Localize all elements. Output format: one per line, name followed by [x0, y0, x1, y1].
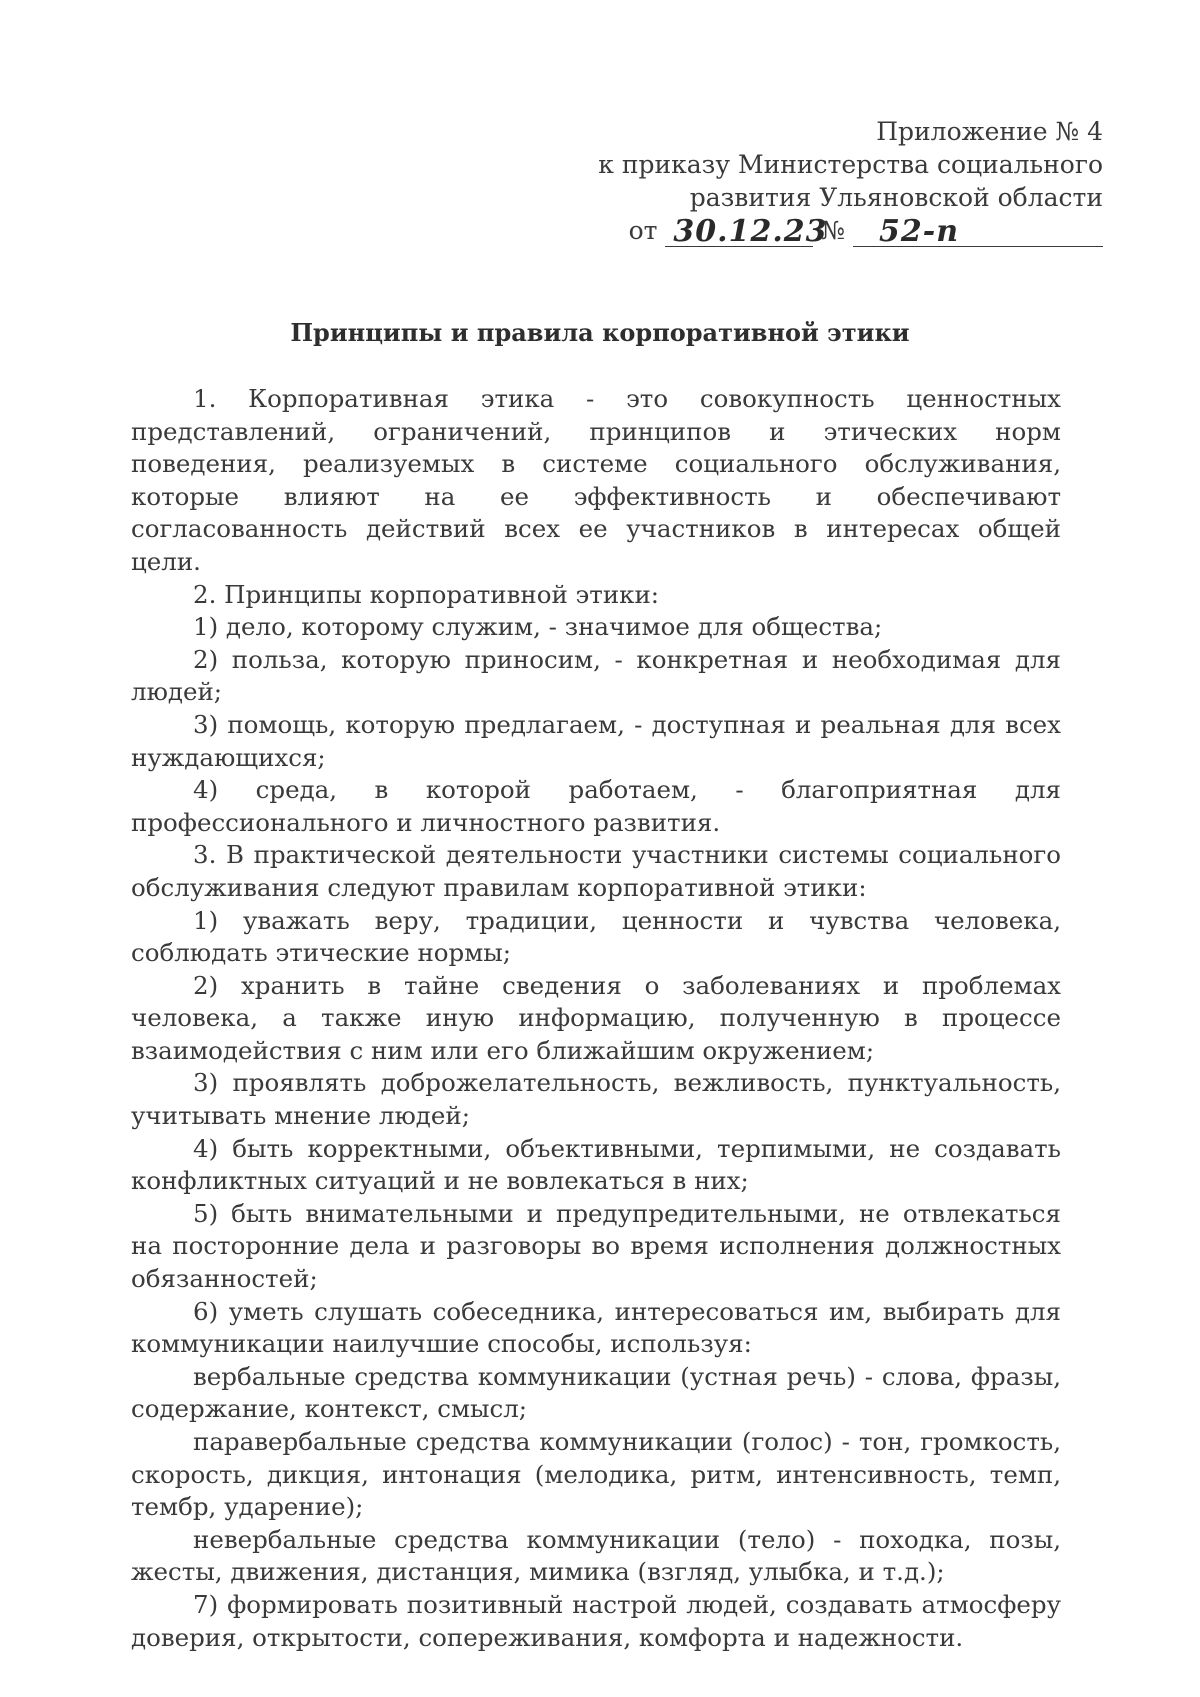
- paraverbal-means: паравербальные средства коммуникации (голос) - тон, громкость, скорость, дикция, интонация (мелодика, ритм, интенсивность, темп, тембр, ударение);: [131, 1427, 1061, 1522]
- principle-4: 4) среда, в которой работаем, - благоприятная для профессионального и личностного развития.: [131, 775, 1061, 837]
- paragraph-2: 2. Принципы корпоративной этики:: [193, 579, 660, 609]
- rule-3: 3) проявлять доброжелательность, вежливость, пунктуальность, учитывать мнение людей;: [131, 1068, 1061, 1131]
- date-field: [665, 214, 828, 249]
- order-date-number-line: [598, 214, 1103, 247]
- verbal-means: вербальные средства коммуникации (устная речь) - слова, фразы, содержание, контекст, смысл;: [131, 1361, 1061, 1424]
- rule-1: 1) уважать веру, традиции, ценности и чувства человека, соблюдать этические нормы;: [131, 905, 1061, 968]
- paragraph-3: 3. В практической деятельности участники системы социального обслуживания следуют правилам корпоративной этики:: [131, 840, 1061, 902]
- rule-6: 6) уметь слушать собеседника, интересоваться им, выбирать для коммуникации наилучшие способы, используя:: [131, 1296, 1061, 1359]
- date-prefix: от: [628, 216, 658, 245]
- handwritten-date: 30.12.23: [673, 214, 828, 249]
- order-reference-line: к приказу Министерства социального: [598, 150, 1103, 179]
- nonverbal-means: невербальные средства коммуникации (тело) - походка, позы, жесты, движения, дистанция, мимика (взгляд, улыбка, и т.д.);: [131, 1524, 1061, 1587]
- number-prefix: №: [821, 216, 846, 245]
- appendix-label: Приложение № 4: [876, 117, 1103, 146]
- handwritten-number: 52-п: [879, 214, 960, 249]
- rule-7: 7) формировать позитивный настрой людей, создавать атмосферу доверия, открытости, сопереживания, комфорта и надежности.: [131, 1589, 1061, 1652]
- rule-4: 4) быть корректными, объективными, терпимыми, не создавать конфликтных ситуаций и не вовлекаться в них;: [131, 1133, 1061, 1196]
- appendix-header: [598, 115, 1103, 247]
- number-field: [853, 216, 1103, 247]
- principle-3: 3) помощь, которую предлагаем, - доступная и реальная для всех нуждающихся;: [131, 709, 1061, 772]
- principle-2: 2) польза, которую приносим, - конкретная и необходимая для людей;: [131, 644, 1061, 707]
- document-body: [131, 383, 1061, 1654]
- paragraph-1: 1. Корпоративная этика - это совокупность ценностных представлений, ограничений, принципов и этических норм поведения, реализуемых в системе социального обслуживания, которые влияют на ее эффективность и обеспечивают согласованность действий всех ее участников в интересах общей цели.: [131, 384, 1061, 576]
- principle-1: 1) дело, которому служим, - значимое для общества;: [193, 612, 883, 642]
- rule-2: 2) хранить в тайне сведения о заболеваниях и проблемах человека, а также иную информацию, полученную в процессе взаимодействия с ним или его ближайшим окружением;: [131, 970, 1061, 1065]
- document-title: Принципы и правила корпоративной этики: [290, 318, 910, 347]
- rule-5: 5) быть внимательными и предупредительными, не отвлекаться на посторонние дела и разговоры во время исполнения должностных обязанностей;: [131, 1198, 1061, 1294]
- ministry-line: развития Ульяновской области: [689, 183, 1103, 212]
